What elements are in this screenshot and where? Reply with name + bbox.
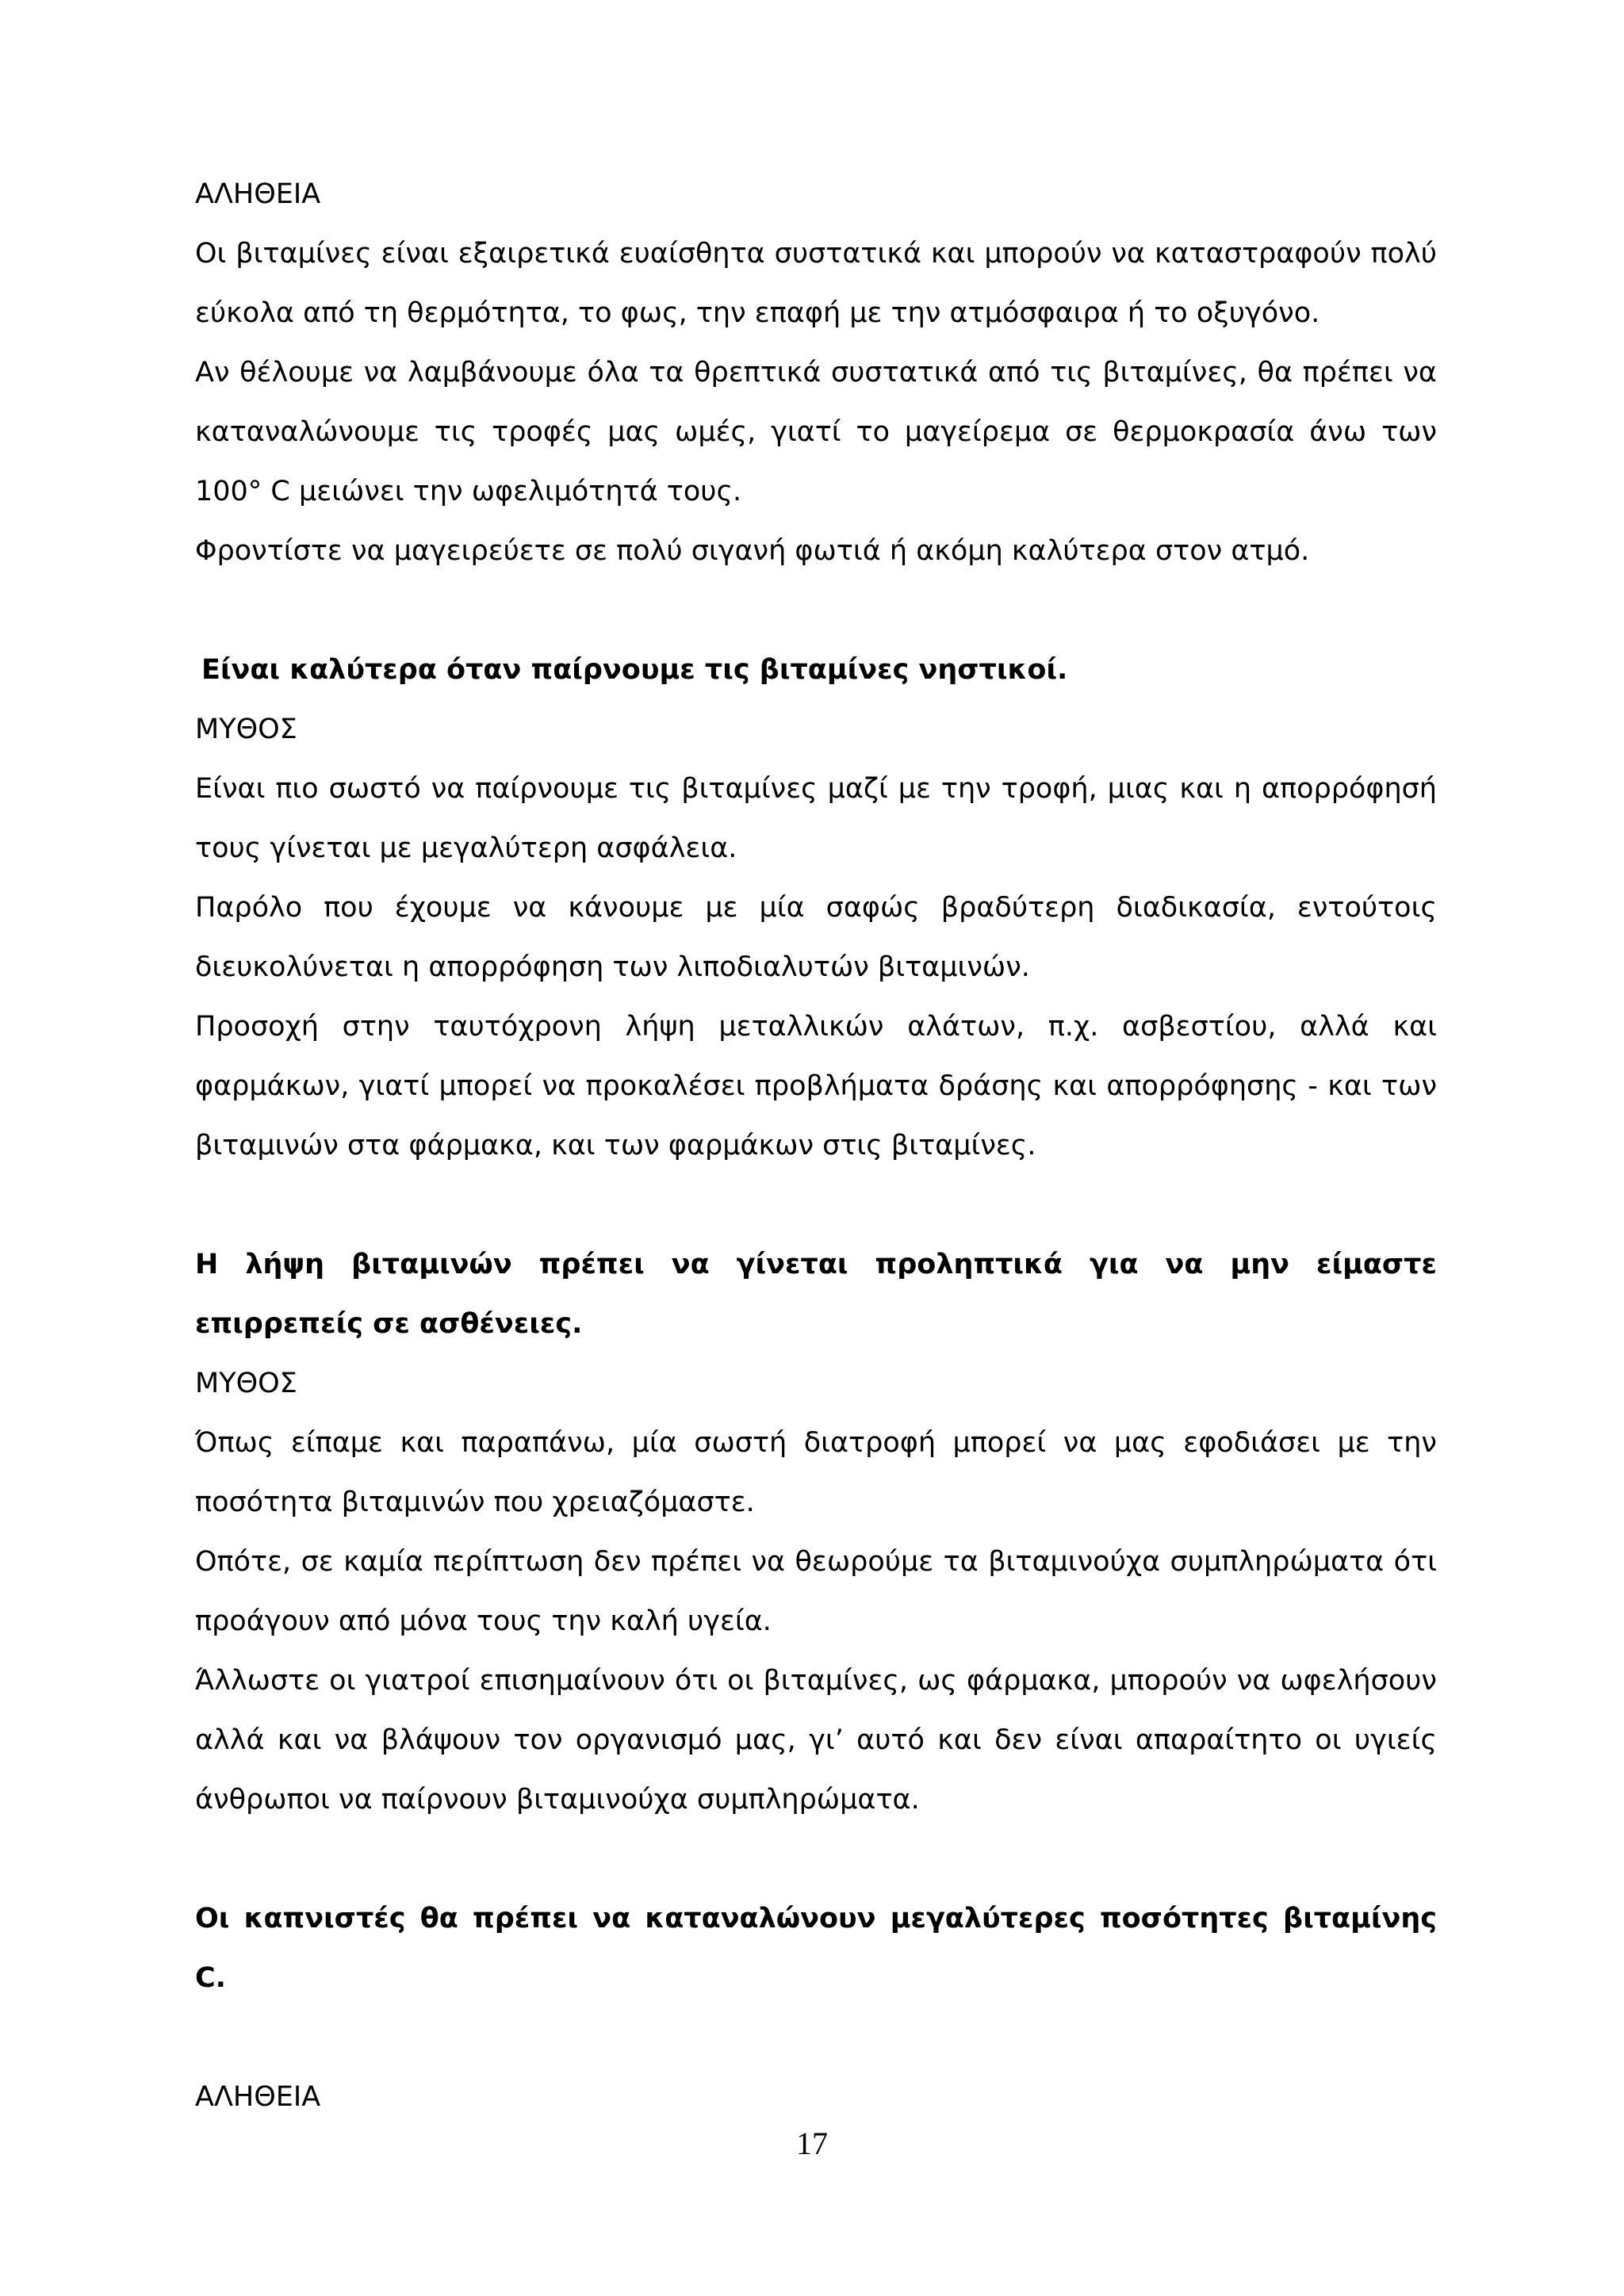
- paragraph: Είναι πιο σωστό να παίρνουμε τις βιταμίνες μαζί με την τροφή, μιας και η απορρόφησή τους γίνεται με μεγαλύτερη ασφάλεια.: [195, 773, 1437, 864]
- claim-heading: Οι καπνιστές θα πρέπει να καταναλώνουν μεγαλύτερες ποσότητες βιταμίνης C.: [195, 1903, 1437, 1994]
- paragraph: Οπότε, σε καμία περίπτωση δεν πρέπει να θεωρούμε τα βιταμινούχα συμπληρώματα ότι προάγουν από μόνα τους την καλή υγεία.: [195, 1546, 1437, 1637]
- verdict-myth: ΜΥΘΟΣ: [195, 714, 297, 745]
- paragraph: Αν θέλουμε να λαμβάνουμε όλα τα θρεπτικά συστατικά από τις βιταμίνες, θα πρέπει να καταναλώνουμε τις τροφές μας ωμές, γιατί το μαγείρεμα σε θερμοκρασία άνω των 100° C μειώνει την ωφελιμότητά τους.: [195, 357, 1437, 507]
- paragraph: Φροντίστε να μαγειρεύετε σε πολύ σιγανή φωτιά ή ακόμη καλύτερα στον ατμό.: [195, 535, 1310, 567]
- claim-heading: Είναι καλύτερα όταν παίρνουμε τις βιταμίνες νηστικοί.: [201, 654, 1068, 686]
- blank-line: [195, 1176, 1437, 1235]
- paragraph: Προσοχή στην ταυτόχρονη λήψη μεταλλικών αλάτων, π.χ. ασβεστίου, αλλά και φαρμάκων, γιατί μπορεί να προκαλέσει προβλήματα δράσης και απορρόφησης - και των βιταμινών στα φάρμακα, και των φαρμάκων στις βιταμίνες.: [195, 1011, 1437, 1161]
- paragraph: Οι βιταμίνες είναι εξαιρετικά ευαίσθητα συστατικά και μπορούν να καταστραφούν πολύ εύκολα από τη θερμότητα, το φως, την επαφή με την ατμόσφαιρα ή το οξυγόνο.: [195, 238, 1437, 329]
- paragraph: Άλλωστε οι γιατροί επισημαίνουν ότι οι βιταμίνες, ως φάρμακα, μπορούν να ωφελήσουν αλλά και να βλάψουν τον οργανισμό μας, γι’ αυτό και δεν είναι απαραίτητο οι υγιείς άνθρωποι να παίρνουν βιταμινούχα συμπληρώματα.: [195, 1665, 1437, 1816]
- claim-heading: Η λήψη βιταμινών πρέπει να γίνεται προληπτικά για να μην είμαστε επιρρεπείς σε ασθένειες.: [195, 1249, 1437, 1340]
- blank-line: [195, 581, 1437, 641]
- verdict-true: ΑΛΗΘΕΙΑ: [195, 2081, 321, 2113]
- verdict-true: ΑΛΗΘΕΙΑ: [195, 178, 321, 210]
- paragraph: Όπως είπαμε και παραπάνω, μία σωστή διατροφή μπορεί να μας εφοδιάσει με την ποσότητα βιταμινών που χρειαζόμαστε.: [195, 1427, 1437, 1518]
- page-body: [195, 165, 1437, 2127]
- blank-line: [195, 1830, 1437, 1889]
- paragraph: Παρόλο που έχουμε να κάνουμε με μία σαφώς βραδύτερη διαδικασία, εντούτοις διευκολύνεται η απορρόφηση των λιποδιαλυτών βιταμινών.: [195, 892, 1437, 983]
- page-number: 17: [796, 2126, 828, 2161]
- blank-line: [195, 2008, 1437, 2068]
- verdict-myth: ΜΥΘΟΣ: [195, 1368, 297, 1399]
